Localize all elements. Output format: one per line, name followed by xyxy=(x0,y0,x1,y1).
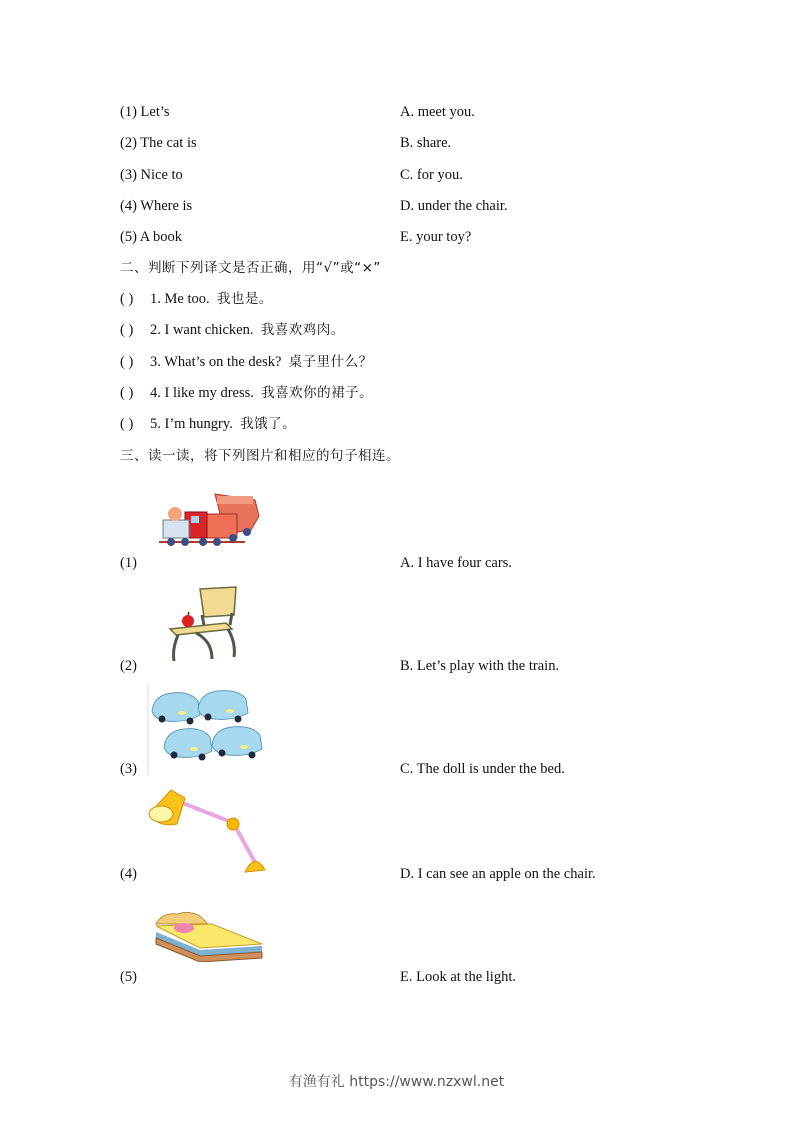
answer-blank[interactable]: ( ) xyxy=(120,385,134,401)
section-3-title: 三、读一读，将下列图片和相应的句子相连。 xyxy=(120,448,400,464)
phrase-left-4: (4) Where is xyxy=(120,198,193,214)
desk-lamp-icon xyxy=(145,784,269,880)
chinese-translation: 桌子里什么？ xyxy=(288,354,373,370)
chinese-translation: 我饿了。 xyxy=(240,416,297,432)
chinese-translation: 我喜欢鸡肉。 xyxy=(260,322,345,338)
answer-blank[interactable]: ( ) xyxy=(120,322,134,338)
sentence-e: E. Look at the light. xyxy=(400,969,516,985)
phrase-left-5: (5) A book xyxy=(120,229,183,245)
judgement-item-4 xyxy=(120,384,373,402)
phrase-left-3: (3) Nice to xyxy=(120,167,183,183)
judgement-item-2 xyxy=(120,321,345,339)
footer-watermark: 有渔有礼 https://www.nzxwl.net xyxy=(288,1074,505,1090)
picture-label-1: (1) xyxy=(120,555,137,571)
english-sentence: 3. What’s on the desk? xyxy=(150,354,282,370)
phrase-right-c: C. for you. xyxy=(400,167,463,183)
sentence-c: C. The doll is under the bed. xyxy=(400,761,565,777)
english-sentence: 1. Me too. xyxy=(150,291,210,307)
picture-label-2: (2) xyxy=(120,658,137,674)
phrase-right-a: A. meet you. xyxy=(400,104,475,120)
picture-label-4: (4) xyxy=(120,866,137,882)
four-cars-icon xyxy=(146,683,268,775)
section-2-title: 二、判断下列译文是否正确，用“√”或“×” xyxy=(120,260,381,276)
answer-blank[interactable]: ( ) xyxy=(120,291,134,307)
chair-with-apple-icon xyxy=(166,585,242,663)
sentence-a: A. I have four cars. xyxy=(400,555,512,571)
bed-icon xyxy=(152,910,264,962)
english-sentence: 2. I want chicken. xyxy=(150,322,254,338)
sentence-d: D. I can see an apple on the chair. xyxy=(400,866,596,882)
phrase-left-2: (2) The cat is xyxy=(120,135,197,151)
picture-label-3: (3) xyxy=(120,761,137,777)
english-sentence: 4. I like my dress. xyxy=(150,385,254,401)
answer-blank[interactable]: ( ) xyxy=(120,416,134,432)
phrase-right-d: D. under the chair. xyxy=(400,198,508,214)
train-icon xyxy=(155,486,265,552)
judgement-item-1 xyxy=(120,290,273,308)
chinese-translation: 我也是。 xyxy=(216,291,273,307)
phrase-right-e: E. your toy? xyxy=(400,229,472,245)
english-sentence: 5. I’m hungry. xyxy=(150,416,233,432)
answer-blank[interactable]: ( ) xyxy=(120,354,134,370)
chinese-translation: 我喜欢你的裙子。 xyxy=(261,385,374,401)
phrase-right-b: B. share. xyxy=(400,135,452,151)
phrase-left-1: (1) Let’s xyxy=(120,104,170,120)
sentence-b: B. Let’s play with the train. xyxy=(400,658,560,674)
judgement-item-5 xyxy=(120,415,296,433)
picture-label-5: (5) xyxy=(120,969,137,985)
judgement-item-3 xyxy=(120,353,373,371)
